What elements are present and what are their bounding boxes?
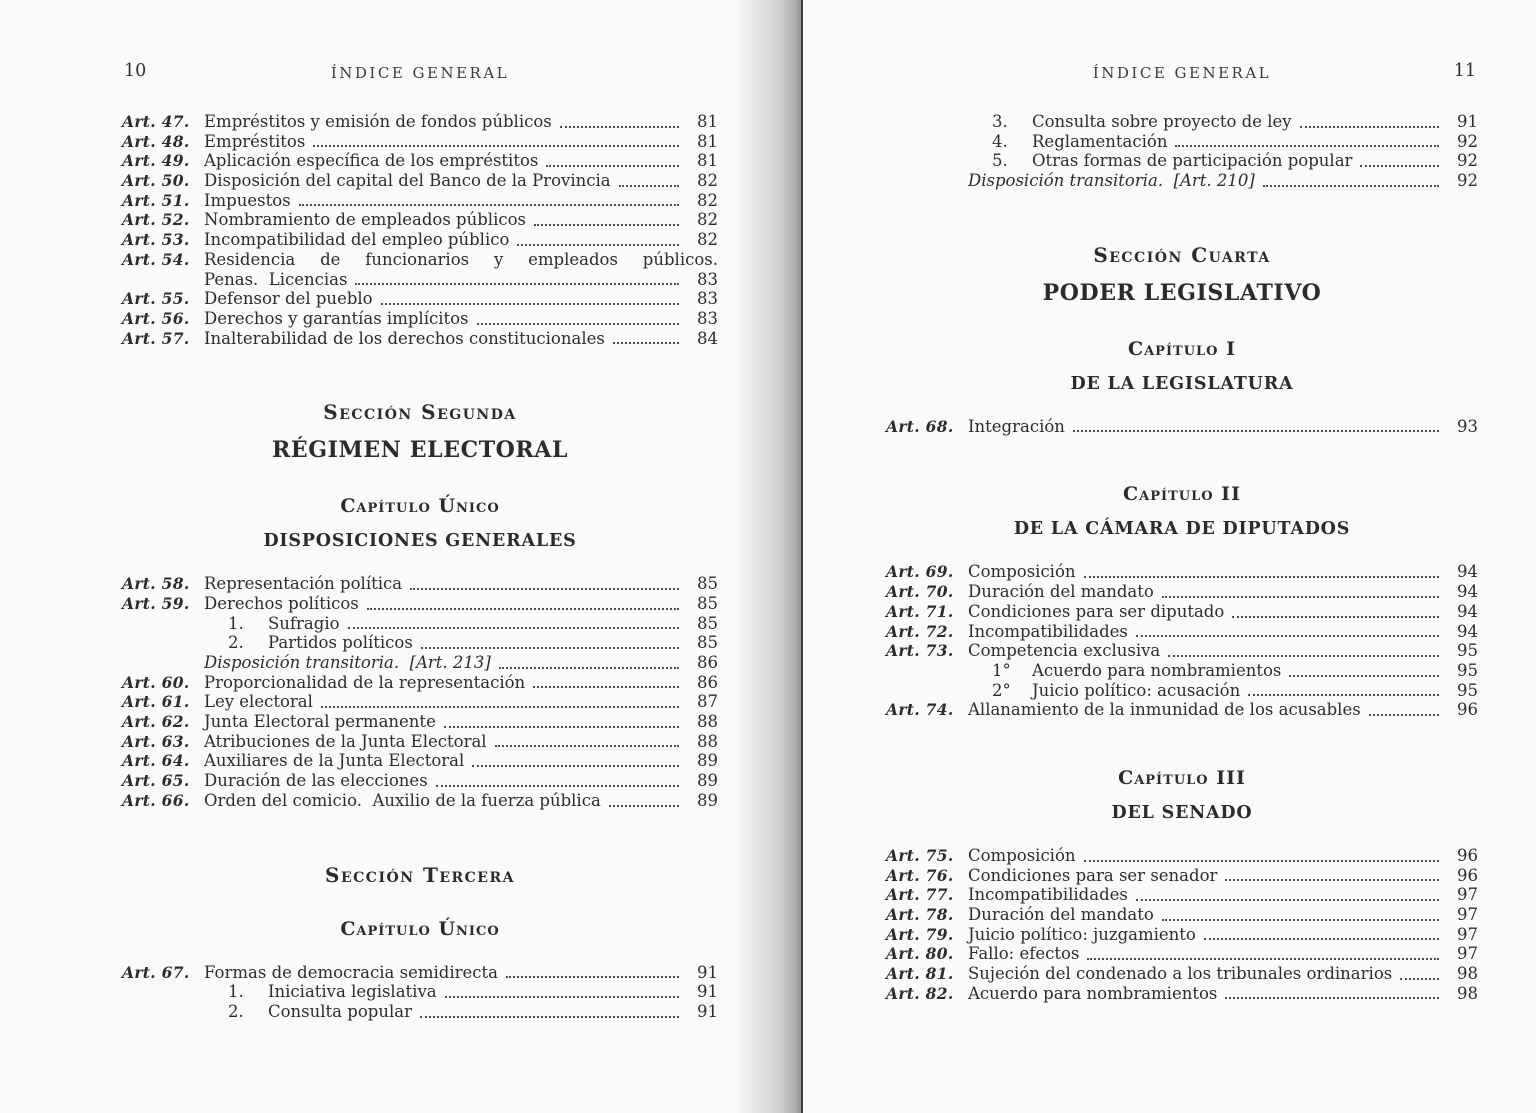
transitory-note-text: Disposición transitoria. [Art. 213] (204, 653, 491, 672)
dot-leader (348, 627, 679, 629)
dot-leader (506, 976, 679, 978)
dot-leader (1084, 860, 1439, 862)
page-reference: 97 (1457, 885, 1478, 905)
entry-title: Consulta sobre proyecto de ley (1032, 112, 1292, 131)
entry-title: Derechos y garantías implícitos (204, 308, 469, 328)
article-label: Art. 55. (122, 289, 190, 309)
book-gutter-shadow (737, 0, 801, 1113)
page-reference: 96 (1457, 865, 1478, 885)
entry-title: Inalterabilidad de los derechos constitucionales (204, 328, 605, 348)
page-reference: 89 (697, 790, 718, 810)
chapter-subtitle: DE LA CÁMARA DE DIPUTADOS (1013, 519, 1351, 540)
page-reference: 92 (1457, 171, 1478, 191)
article-label: Art. 81. (886, 964, 954, 984)
page-reference: 97 (1457, 905, 1478, 924)
chapter-heading: Capítulo Único (340, 917, 500, 940)
toc-subentry (886, 661, 1478, 681)
toc-subentry (122, 633, 718, 653)
dot-leader (495, 745, 679, 747)
page-reference: 85 (697, 593, 718, 613)
toc-entry (886, 641, 1478, 661)
dot-leader (421, 647, 679, 649)
page-reference: 85 (697, 633, 718, 653)
dot-leader (1289, 675, 1439, 677)
article-label: Art. 74. (886, 700, 954, 720)
article-label: Art. 66. (122, 790, 190, 810)
entry-title: Nombramiento de empleados públicos (204, 210, 527, 230)
toc-transitory-entry (122, 653, 718, 673)
book-gutter-edge-line (801, 0, 803, 1113)
item-number: 2. (228, 633, 244, 653)
toc-entry (886, 417, 1478, 437)
dot-leader (1204, 938, 1439, 940)
entry-title: Derechos políticos (204, 593, 359, 613)
page-reference: 88 (697, 712, 718, 732)
dot-leader (1084, 576, 1439, 578)
page-reference: 82 (697, 230, 718, 250)
page-reference: 83 (697, 308, 718, 328)
toc-entry (122, 132, 718, 152)
chapter-heading: Capítulo III (1118, 766, 1246, 789)
article-label: Art. 61. (122, 692, 190, 712)
toc-subentry (122, 982, 718, 1002)
article-label: Art. 70. (886, 582, 954, 602)
toc-entry (122, 771, 718, 791)
toc-subentry (122, 1002, 718, 1022)
toc-entry (886, 622, 1478, 642)
toc-subentry (122, 614, 718, 634)
page-reference: 81 (697, 151, 718, 171)
entry-title: Impuestos (204, 190, 291, 210)
toc-right (886, 112, 1478, 1003)
item-number: 1. (228, 982, 244, 1002)
page-left (122, 61, 718, 1022)
article-label: Art. 63. (122, 731, 190, 751)
toc-entry (122, 210, 718, 230)
entry-title: Composición (968, 562, 1076, 582)
article-label: Art. 67. (122, 962, 190, 982)
dot-leader (381, 303, 679, 305)
page-reference: 84 (697, 328, 718, 348)
page-reference: 81 (697, 131, 718, 151)
article-label: Art. 50. (122, 171, 190, 191)
dot-leader (1369, 714, 1439, 716)
toc-entry (122, 751, 718, 771)
page-reference: 93 (1457, 416, 1478, 436)
dot-leader (1136, 899, 1439, 901)
dot-leader (1225, 879, 1439, 881)
toc-entry (886, 984, 1478, 1004)
page-reference: 85 (697, 574, 718, 594)
entry-title: Composición (968, 845, 1076, 865)
entry-title: Defensor del pueblo (204, 289, 373, 309)
dot-leader (472, 765, 679, 767)
dot-leader (1136, 635, 1439, 637)
page-reference: 95 (1457, 680, 1478, 700)
entry-title: Atribuciones de la Junta Electoral (204, 731, 487, 751)
dot-leader (613, 342, 679, 344)
page-reference: 94 (1457, 621, 1478, 641)
chapter-subtitle: DISPOSICIONES GENERALES (263, 531, 577, 552)
page-reference: 87 (697, 692, 718, 712)
article-label: Art. 49. (122, 151, 190, 171)
toc-entry (122, 112, 718, 132)
dot-leader (1400, 978, 1439, 980)
article-label: Art. 69. (886, 562, 954, 582)
toc-entry (122, 574, 718, 594)
toc-entry (122, 171, 718, 191)
dot-leader (560, 126, 679, 128)
dot-leader (321, 706, 679, 708)
dot-leader (444, 726, 679, 728)
toc-entry (886, 944, 1478, 964)
page-reference: 91 (697, 982, 718, 1002)
entry-title: Auxiliares de la Junta Electoral (204, 751, 465, 771)
entry-title: Juicio político: acusación (1032, 680, 1241, 700)
article-label: Art. 59. (122, 593, 190, 613)
toc-entry (122, 594, 718, 614)
entry-title: Empréstitos y emisión de fondos públicos (204, 112, 552, 131)
dot-leader (1248, 694, 1439, 696)
item-number: 4. (992, 131, 1008, 151)
page-reference: 94 (1457, 601, 1478, 621)
entry-title: Aplicación específica de los empréstitos (204, 151, 539, 171)
page-reference: 82 (697, 210, 718, 230)
article-label: Art. 80. (886, 944, 954, 964)
toc-entry (122, 230, 718, 250)
page-right-header (886, 61, 1478, 88)
page-reference: 91 (697, 1001, 718, 1021)
entry-title: Incompatibilidad del empleo público (204, 230, 510, 250)
dot-leader (477, 323, 679, 325)
toc-entry (122, 712, 718, 732)
entry-title: Orden del comicio. Auxilio de la fuerza pública (204, 790, 601, 810)
toc-entry (886, 905, 1478, 925)
entry-title: Iniciativa legislativa (268, 982, 437, 1002)
page-reference: 96 (1457, 845, 1478, 865)
page-left-header (122, 61, 718, 88)
entry-title: Incompatibilidades (968, 885, 1128, 905)
entry-title: Sujeción del condenado a los tribunales ordinarios (968, 964, 1393, 984)
entry-title: Incompatibilidades (968, 621, 1128, 641)
toc-entry (122, 732, 718, 752)
entry-title: Integración (968, 416, 1065, 436)
article-label: Art. 47. (122, 112, 190, 131)
entry-title: Penas. Licencias (204, 269, 348, 289)
item-number: 2° (992, 680, 1011, 700)
article-label: Art. 78. (886, 905, 954, 924)
transitory-note-text: Disposición transitoria. [Art. 210] (968, 171, 1255, 191)
entry-title: Condiciones para ser diputado (968, 601, 1225, 621)
toc-subentry (886, 151, 1478, 171)
dot-leader (1087, 958, 1439, 960)
section-heading: Sección Tercera (325, 862, 515, 887)
toc-entry (122, 692, 718, 712)
toc-entry (122, 673, 718, 693)
page-reference: 92 (1457, 151, 1478, 171)
toc-entry (886, 925, 1478, 945)
dot-leader (1300, 126, 1439, 128)
entry-title: Ley electoral (204, 692, 313, 712)
article-label: Art. 75. (886, 845, 954, 865)
entry-title: Competencia exclusiva (968, 641, 1161, 661)
entry-title: Condiciones para ser senador (968, 865, 1218, 885)
entry-title: Duración de las elecciones (204, 771, 428, 791)
entry-title: Proporcionalidad de la representación (204, 672, 526, 692)
dot-leader (1073, 430, 1439, 432)
article-label: Art. 82. (886, 983, 954, 1003)
entry-title: Allanamiento de la inmunidad de los acusables (968, 700, 1361, 720)
dot-leader (534, 224, 679, 226)
dot-leader (313, 145, 679, 147)
section-title: PODER LEGISLATIVO (1042, 279, 1322, 306)
entry-title: Acuerdo para nombramientos (1032, 660, 1282, 680)
article-label: Art. 64. (122, 751, 190, 771)
page-reference: 85 (697, 613, 718, 633)
page-reference: 83 (697, 289, 718, 309)
dot-leader (1232, 616, 1439, 618)
item-number: 2. (228, 1001, 244, 1021)
article-label: Art. 76. (886, 865, 954, 885)
page-reference: 98 (1457, 964, 1478, 984)
entry-title: Representación política (204, 574, 403, 594)
entry-title: Consulta popular (268, 1001, 412, 1021)
article-label: Art. 53. (122, 230, 190, 250)
page-number-left: 10 (124, 61, 147, 81)
toc-entry (886, 602, 1478, 622)
dot-leader (410, 588, 679, 590)
article-label: Art. 52. (122, 210, 190, 230)
toc-entry (886, 885, 1478, 905)
dot-leader (1225, 997, 1439, 999)
chapter-subtitle: DE LA LEGISLATURA (1070, 373, 1294, 394)
page-reference: 95 (1457, 660, 1478, 680)
section-title: RÉGIMEN ELECTORAL (271, 437, 569, 464)
toc-entry (886, 582, 1478, 602)
entry-title: Juicio político: juzgamiento (968, 924, 1196, 944)
section-heading: Sección Cuarta (1093, 242, 1271, 267)
toc-subentry (886, 681, 1478, 701)
page-reference: 98 (1457, 983, 1478, 1003)
toc-left (122, 112, 718, 1022)
entry-title: Disposición del capital del Banco de la Provincia (204, 171, 611, 191)
toc-entry (122, 270, 718, 290)
article-label: Art. 71. (886, 601, 954, 621)
page-reference: 86 (697, 672, 718, 692)
section-heading: Sección Segunda (323, 400, 517, 425)
entry-title: Formas de democracia semidirecta (204, 962, 498, 982)
item-number: 1. (228, 613, 244, 633)
article-label: Art. 58. (122, 574, 190, 594)
entry-title: Reglamentación (1032, 131, 1168, 151)
page-reference: 97 (1457, 924, 1478, 944)
dot-leader (1162, 919, 1439, 921)
toc-transitory-entry (886, 171, 1478, 191)
toc-entry (122, 250, 718, 270)
article-label: Art. 65. (122, 771, 190, 791)
entry-title: Acuerdo para nombramientos (968, 983, 1218, 1003)
dot-leader (1168, 655, 1439, 657)
dot-leader (499, 667, 679, 669)
chapter-heading: Capítulo II (1123, 483, 1241, 506)
chapter-heading: Capítulo I (1127, 337, 1237, 360)
entry-title: Fallo: efectos (968, 944, 1080, 964)
chapter-heading: Capítulo Único (340, 495, 500, 518)
toc-subentry (886, 112, 1478, 132)
page-reference: 92 (1457, 131, 1478, 151)
dot-leader (1360, 165, 1439, 167)
running-header-right: ÍNDICE GENERAL (1092, 64, 1272, 82)
dot-leader (367, 608, 679, 610)
toc-entry (122, 791, 718, 811)
page-reference: 86 (697, 653, 718, 672)
page-right (886, 61, 1478, 1003)
article-label: Art. 51. (122, 190, 190, 210)
page-reference: 91 (697, 962, 718, 982)
article-label: Art. 48. (122, 131, 190, 151)
dot-leader (299, 204, 679, 206)
dot-leader (533, 686, 679, 688)
toc-entry (886, 866, 1478, 886)
dot-leader (546, 165, 679, 167)
article-label: Art. 77. (886, 885, 954, 905)
entry-title: Sufragio (268, 613, 340, 633)
running-header-left: ÍNDICE GENERAL (330, 64, 510, 82)
item-number: 3. (992, 112, 1008, 131)
page-reference: 95 (1457, 641, 1478, 661)
article-label: Art. 56. (122, 308, 190, 328)
page-reference: 83 (697, 269, 718, 289)
page-reference: 96 (1457, 700, 1478, 720)
article-label: Art. 79. (886, 924, 954, 944)
entry-title: Junta Electoral permanente (204, 712, 436, 732)
page-reference: 89 (697, 771, 718, 791)
article-label: Art. 73. (886, 641, 954, 661)
toc-entry (122, 309, 718, 329)
toc-entry (886, 846, 1478, 866)
dot-leader (436, 785, 679, 787)
page-reference: 94 (1457, 582, 1478, 602)
page-reference: 82 (697, 190, 718, 210)
toc-subentry (886, 132, 1478, 152)
page-reference: 88 (697, 731, 718, 751)
page-reference: 89 (697, 751, 718, 771)
dot-leader (355, 283, 679, 285)
dot-leader (1175, 145, 1439, 147)
dot-leader (445, 996, 679, 998)
toc-entry (886, 700, 1478, 720)
page-reference: 82 (697, 171, 718, 191)
dot-leader (517, 244, 679, 246)
dot-leader (619, 185, 679, 187)
dot-leader (609, 805, 679, 807)
chapter-subtitle: DEL SENADO (1111, 802, 1253, 823)
toc-entry (122, 151, 718, 171)
entry-title: Empréstitos (204, 131, 306, 151)
article-label: Art. 62. (122, 712, 190, 732)
dot-leader (1162, 596, 1439, 598)
entry-title: Otras formas de participación popular (1032, 151, 1353, 171)
article-label: Art. 72. (886, 621, 954, 641)
toc-entry (122, 329, 718, 349)
toc-entry (122, 191, 718, 211)
page-reference: 94 (1457, 562, 1478, 582)
page-reference: 81 (697, 112, 718, 131)
item-number: 5. (992, 151, 1008, 171)
entry-title: Residencia de funcionarios y empleados públicos. (204, 249, 718, 269)
dot-leader (420, 1016, 679, 1018)
entry-title: Duración del mandato (968, 582, 1154, 602)
toc-entry (886, 562, 1478, 582)
article-label: Art. 68. (886, 416, 954, 436)
toc-entry (122, 289, 718, 309)
entry-title: Partidos políticos (268, 633, 413, 653)
article-label: Art. 60. (122, 672, 190, 692)
article-label: Art. 54. (122, 249, 190, 269)
page-reference: 97 (1457, 944, 1478, 964)
item-number: 1° (992, 660, 1011, 680)
page-reference: 91 (1457, 112, 1478, 131)
toc-entry (886, 964, 1478, 984)
toc-entry (122, 963, 718, 983)
page-number-right: 11 (1453, 61, 1476, 81)
article-label: Art. 57. (122, 328, 190, 348)
entry-title: Duración del mandato (968, 905, 1154, 924)
dot-leader (1263, 185, 1439, 187)
